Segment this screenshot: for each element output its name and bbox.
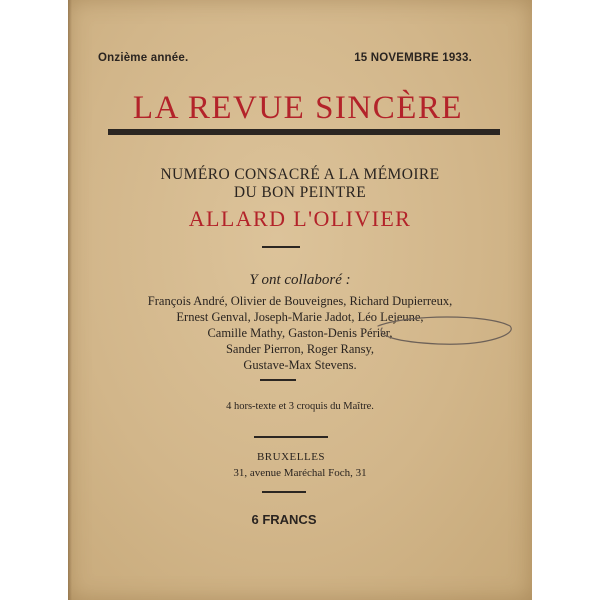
magazine-title: LA REVUE SINCÈRE: [132, 90, 464, 126]
publisher-address: 31, avenue Maréchal Foch, 31: [233, 467, 367, 479]
contributors-line: Sander Pierron, Roger Ransy,: [225, 342, 375, 356]
contributors-line: Ernest Genval, Joseph-Marie Jadot, Léo Lejeune,: [176, 310, 424, 324]
divider-rule: [262, 246, 300, 248]
magazine-cover: [68, 0, 532, 600]
divider-rule: [262, 491, 306, 493]
title-underline: [108, 129, 500, 135]
illustrations-note: 4 hors-texte et 3 croquis du Maître.: [226, 401, 374, 412]
contributors-line: François André, Olivier de Bouveignes, Richard Dupierreux,: [147, 294, 453, 308]
dedication-line-1: NUMÉRO CONSACRÉ A LA MÉMOIRE: [160, 166, 440, 183]
divider-rule: [260, 379, 296, 381]
contributors-line: Camille Mathy, Gaston-Denis Périer,: [207, 326, 393, 340]
edition-year: Onzième année.: [98, 52, 189, 64]
painter-name: ALLARD L'OLIVIER: [188, 206, 412, 231]
dedication-line-2: DU BON PEINTRE: [233, 184, 367, 201]
divider-rule: [254, 436, 328, 438]
cover-price: 6 FRANCS: [251, 512, 317, 527]
contributors-label: Y ont collaboré :: [249, 272, 351, 288]
publisher-city: BRUXELLES: [256, 451, 326, 463]
issue-date: 15 NOVEMBRE 1933.: [354, 52, 472, 64]
contributors-line: Gustave-Max Stevens.: [243, 358, 357, 372]
